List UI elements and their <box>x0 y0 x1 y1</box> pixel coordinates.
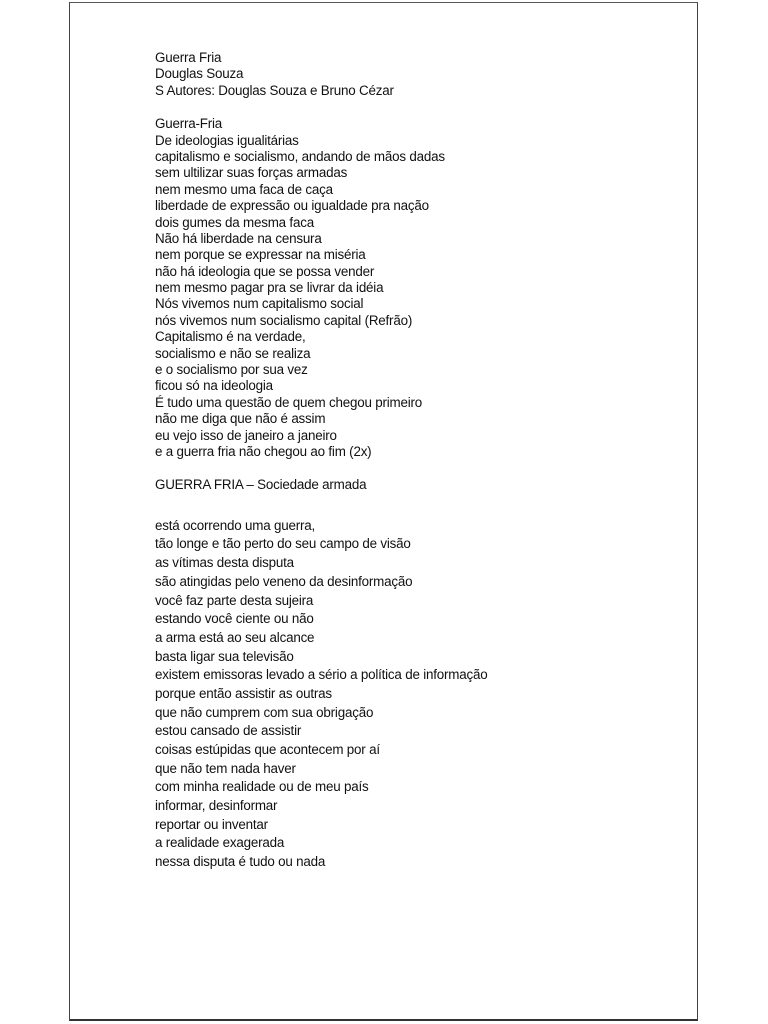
lyric-line: nem mesmo pagar pra se livrar da idéia <box>155 280 384 296</box>
lyric-line: e a guerra fria não chegou ao fim (2x) <box>155 443 372 459</box>
song2-lyrics <box>155 517 675 872</box>
lyric-line: nem mesmo uma faca de caça <box>155 181 333 197</box>
lyric-line: Não há liberdade na censura <box>155 230 322 246</box>
lyric-line: Nós vivemos num capitalismo social <box>155 296 364 312</box>
lyric-line: e o socialismo por sua vez <box>155 362 308 378</box>
lyric-line: tão longe e tão perto do seu campo de visão <box>155 536 411 552</box>
lyric-line: socialismo e não se realiza <box>155 345 311 361</box>
lyric-line: nem porque se expressar na miséria <box>155 247 366 263</box>
lyric-line: basta ligar sua televisão <box>155 648 294 664</box>
lyric-line: não me diga que não é assim <box>155 411 326 427</box>
lyric-line: nessa disputa é tudo ou nada <box>155 854 326 870</box>
lyric-line: que não tem nada haver <box>155 760 296 776</box>
lyric-line: as vítimas desta disputa <box>155 555 294 571</box>
lyric-line: a realidade exagerada <box>155 835 285 851</box>
lyric-line: sem ultilizar suas forças armadas <box>155 165 348 181</box>
lyrics-document <box>155 50 675 872</box>
lyric-line: são atingidas pelo veneno da desinformação <box>155 573 413 589</box>
lyric-line: estando você ciente ou não <box>155 611 314 627</box>
lyric-line: estou cansado de assistir <box>155 723 302 739</box>
song2-title: GUERRA FRIA – Sociedade armada <box>155 477 367 493</box>
lyric-line: com minha realidade ou de meu país <box>155 779 369 795</box>
lyric-line: você faz parte desta sujeira <box>155 592 314 608</box>
lyric-line: informar, desinformar <box>155 798 278 814</box>
lyric-line: ficou só na ideologia <box>155 378 273 394</box>
lyric-line: capitalismo e socialismo, andando de mãos dadas <box>155 148 445 164</box>
lyric-line: reportar ou inventar <box>155 816 268 832</box>
lyric-line: eu vejo isso de janeiro a janeiro <box>155 427 337 443</box>
lyric-line: De ideologias igualitárias <box>155 132 299 148</box>
lyric-line: liberdade de expressão ou igualdade pra nação <box>155 198 429 214</box>
lyric-line: coisas estúpidas que acontecem por aí <box>155 742 380 758</box>
authors-line: S Autores: Douglas Souza e Bruno Cézar <box>155 82 394 98</box>
artist-name: Douglas Souza <box>155 66 244 82</box>
lyric-line: Guerra-Fria <box>155 116 222 132</box>
lyric-line: porque então assistir as outras <box>155 685 332 701</box>
lyric-line: não há ideologia que se possa vender <box>155 263 375 279</box>
lyric-line: nós vivemos num socialismo capital (Refrão) <box>155 312 413 328</box>
lyric-line: É tudo uma questão de quem chegou primeiro <box>155 394 423 410</box>
lyric-line: Capitalismo é na verdade, <box>155 329 306 345</box>
lyric-line: está ocorrendo uma guerra, <box>155 517 316 533</box>
lyric-line: existem emissoras levado a sério a política de informação <box>155 667 488 683</box>
lyric-line: a arma está ao seu alcance <box>155 629 315 645</box>
song1-lyrics <box>155 116 675 460</box>
song-header <box>155 50 675 99</box>
song-title: Guerra Fria <box>155 50 222 65</box>
lyric-line: dois gumes da mesma faca <box>155 214 314 230</box>
lyric-line: que não cumprem com sua obrigação <box>155 704 374 720</box>
